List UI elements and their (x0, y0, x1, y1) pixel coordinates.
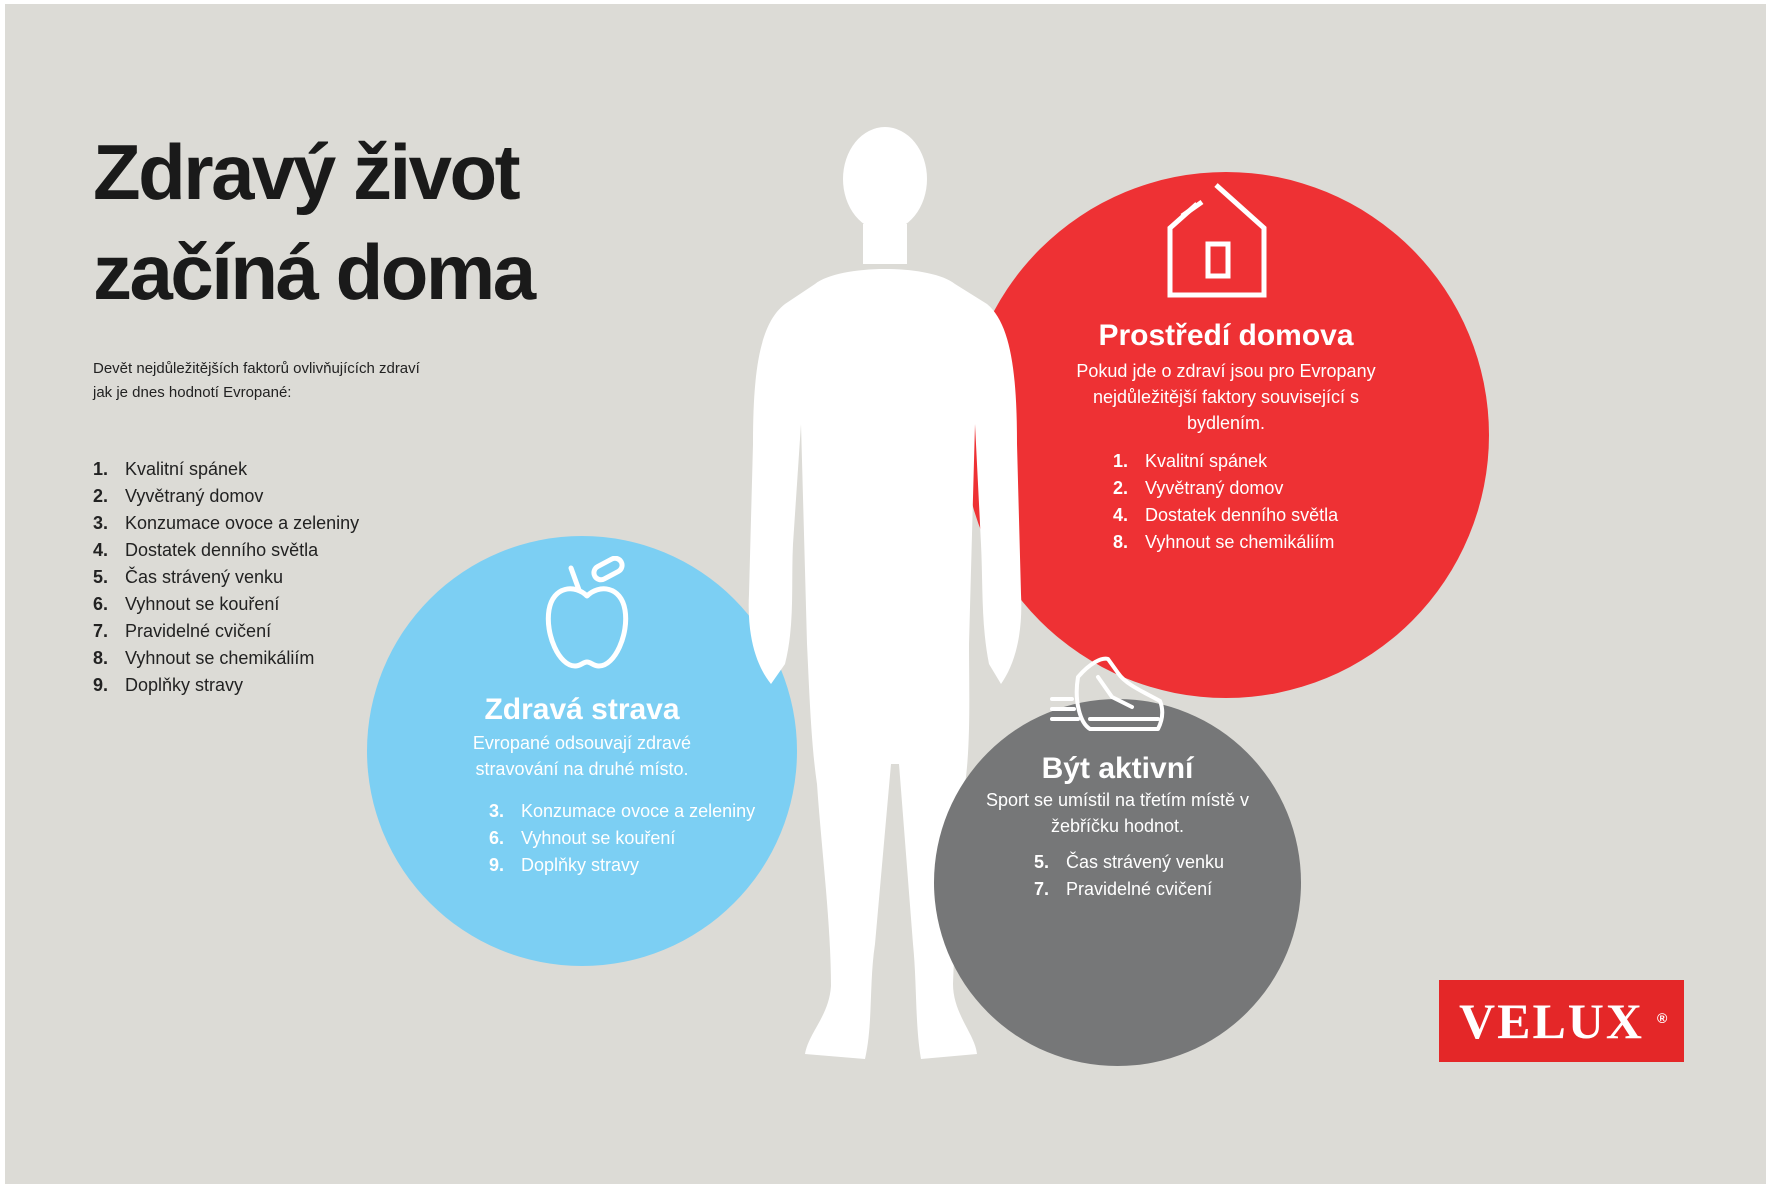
apple-icon (539, 556, 635, 672)
sneaker-icon (1050, 649, 1170, 745)
list-item-label: Konzumace ovoce a zeleniny (125, 513, 360, 533)
list-item-number: 7. (93, 621, 109, 641)
list-item (489, 825, 755, 852)
food-list (489, 798, 755, 879)
list-item-number: 8. (1113, 532, 1129, 552)
list-item (93, 537, 359, 564)
list-item-label: Dostatek denního světla (1145, 505, 1339, 525)
list-item-number: 4. (93, 540, 109, 560)
food-text: Evropané odsouvají zdravé stravování na druhé místo. (472, 733, 692, 779)
active-text: Sport se umístil na třetím místě v žebříčku hodnot. (985, 790, 1250, 836)
list-item (489, 798, 755, 825)
velux-logo (1439, 980, 1684, 1062)
list-item-number: 3. (93, 513, 109, 533)
list-item (93, 483, 359, 510)
list-item (1034, 876, 1224, 903)
list-item-number: 2. (1113, 478, 1129, 498)
list-item (489, 852, 755, 879)
list-item (1113, 502, 1338, 529)
list-item-number: 6. (489, 828, 505, 848)
list-item-label: Doplňky stravy (521, 855, 640, 875)
list-item-number: 9. (489, 855, 505, 875)
list-item-number: 7. (1034, 879, 1050, 899)
list-item (93, 645, 359, 672)
list-item-label: Vyvětraný domov (125, 486, 264, 506)
home-text: Pokud jde o zdraví jsou pro Evropany nejdůležitější faktory související s bydlením. (1076, 361, 1376, 433)
list-item-label: Vyvětraný domov (1145, 478, 1284, 498)
list-item-label: Čas strávený venku (1066, 852, 1225, 872)
list-item-label: Vyhnout se kouření (125, 594, 280, 614)
list-item-number: 4. (1113, 505, 1129, 525)
list-item (93, 618, 359, 645)
home-list (1113, 448, 1338, 556)
factors-list (93, 456, 359, 699)
list-item-label: Kvalitní spánek (125, 459, 248, 479)
list-item-label: Dostatek denního světla (125, 540, 319, 560)
list-item (93, 591, 359, 618)
list-item (1034, 849, 1224, 876)
page-title (93, 122, 534, 322)
list-item-number: 6. (93, 594, 109, 614)
list-item (93, 456, 359, 483)
list-item-number: 2. (93, 486, 109, 506)
list-item-number: 9. (93, 675, 109, 695)
list-item-number: 3. (489, 801, 505, 821)
active-title: Být aktivní (1041, 752, 1194, 785)
list-item-label: Kvalitní spánek (1145, 451, 1268, 471)
list-item-label: Vyhnout se chemikáliím (125, 648, 315, 668)
active-circle (934, 699, 1301, 1066)
list-item-number: 5. (1034, 852, 1050, 872)
list-item (1113, 475, 1338, 502)
active-list (1034, 849, 1224, 903)
poster (5, 4, 1766, 1184)
list-item-label: Čas strávený venku (125, 567, 284, 587)
list-item (93, 564, 359, 591)
house-icon (1162, 180, 1272, 298)
list-item-label: Pravidelné cvičení (1066, 879, 1213, 899)
list-item (93, 672, 359, 699)
list-item-number: 5. (93, 567, 109, 587)
list-item-number: 8. (93, 648, 109, 668)
food-title: Zdravá strava (484, 693, 680, 726)
list-item-label: Konzumace ovoce a zeleniny (521, 801, 756, 821)
home-title: Prostředí domova (1098, 319, 1354, 352)
list-item-number: 1. (1113, 451, 1129, 471)
list-item-label: Vyhnout se chemikáliím (1145, 532, 1335, 552)
list-item (1113, 448, 1338, 475)
logo-text: VELUX (1459, 993, 1645, 1049)
list-item-label: Vyhnout se kouření (521, 828, 676, 848)
logo-registered-mark: ® (1657, 1010, 1668, 1026)
title-line-1: Zdravý život (93, 128, 519, 216)
list-item (1113, 529, 1338, 556)
intro-text: Devět nejdůležitějších faktorů ovlivňujících zdraví jak je dnes hodnotí Evropané: (93, 360, 420, 401)
list-item-number: 1. (93, 459, 109, 479)
list-item-label: Pravidelné cvičení (125, 621, 272, 641)
title-line-2: začíná doma (93, 228, 534, 316)
list-item-label: Doplňky stravy (125, 675, 244, 695)
list-item (93, 510, 359, 537)
